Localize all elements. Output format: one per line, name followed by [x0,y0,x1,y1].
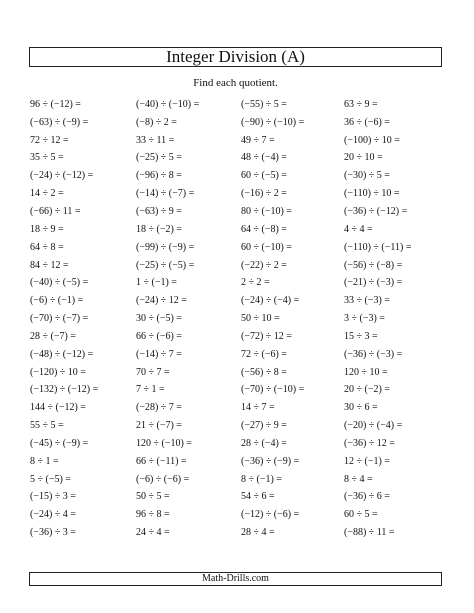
problem-item: (−24) ÷ 4 = [30,509,76,521]
problem-item: 64 ÷ 8 = [30,241,64,253]
problem-item: 66 ÷ (−6) = [136,330,182,342]
problem-item: 28 ÷ (−7) = [30,330,76,342]
problem-item: (−14) ÷ 7 = [136,348,182,360]
problem-item: (−40) ÷ (−10) = [136,98,200,110]
problem-item: 8 ÷ 1 = [30,455,59,467]
problem-item: 33 ÷ (−3) = [344,295,390,307]
problem-item: (−40) ÷ (−5) = [30,277,89,289]
problem-item: (−15) ÷ 3 = [30,491,76,503]
problem-item: 15 ÷ 3 = [344,330,378,342]
problem-item: 20 ÷ (−2) = [344,384,390,396]
problem-item: (−132) ÷ (−12) = [30,384,99,396]
problem-item: (−63) ÷ (−9) = [30,116,89,128]
problem-item: (−30) ÷ 5 = [344,170,390,182]
problem-item: 63 ÷ 9 = [344,98,378,110]
problem-item: 7 ÷ 1 = [136,384,165,396]
problem-item: 80 ÷ (−10) = [241,205,292,217]
problem-item: 72 ÷ (−6) = [241,348,287,360]
footer [29,572,442,586]
problem-item: (−25) ÷ 5 = [136,152,182,164]
problem-item: 120 ÷ 10 = [344,366,388,378]
problem-item: (−120) ÷ 10 = [30,366,86,378]
problem-item: (−36) ÷ (−3) = [344,348,403,360]
problem-item: (−48) ÷ (−12) = [30,348,94,360]
problem-item: 50 ÷ 5 = [136,491,170,503]
problem-item: 144 ÷ (−12) = [30,402,86,414]
problem-item: (−36) ÷ (−12) = [344,205,408,217]
problem-item: (−110) ÷ 10 = [344,188,400,200]
problem-item: 70 ÷ 7 = [136,366,170,378]
problem-item: 55 ÷ 5 = [30,420,64,432]
problem-item: (−36) ÷ 12 = [344,437,395,449]
problem-item: 24 ÷ 4 = [136,527,170,539]
problem-item: (−90) ÷ (−10) = [241,116,305,128]
problem-item: 8 ÷ (−1) = [241,473,282,485]
problem-item: 60 ÷ (−10) = [241,241,292,253]
problem-item: (−56) ÷ (−8) = [344,259,403,271]
problem-item: 96 ÷ (−12) = [30,98,81,110]
problem-item: 50 ÷ 10 = [241,313,280,325]
problem-item: 30 ÷ 6 = [344,402,378,414]
problem-item: (−56) ÷ 8 = [241,366,287,378]
problem-item: 4 ÷ 4 = [344,223,373,235]
problem-item: (−6) ÷ (−1) = [30,295,84,307]
problem-item: (−70) ÷ (−7) = [30,313,89,325]
problem-item: (−88) ÷ 11 = [344,527,395,539]
problem-item: (−8) ÷ 2 = [136,116,177,128]
problem-item: 14 ÷ 2 = [30,188,64,200]
problem-item: 120 ÷ (−10) = [136,437,192,449]
problem-item: (−55) ÷ 5 = [241,98,287,110]
problem-item: (−24) ÷ (−4) = [241,295,300,307]
problem-item: 64 ÷ (−8) = [241,223,287,235]
problem-item: (−96) ÷ 8 = [136,170,182,182]
problem-item: 1 ÷ (−1) = [136,277,177,289]
problem-item: (−25) ÷ (−5) = [136,259,195,271]
problem-item: 33 ÷ 11 = [136,134,175,146]
problem-item: 5 ÷ (−5) = [30,473,71,485]
problem-item: 3 ÷ (−3) = [344,313,385,325]
problem-item: (−45) ÷ (−9) = [30,437,89,449]
problem-item: (−24) ÷ (−12) = [30,170,94,182]
problem-item: (−72) ÷ 12 = [241,330,292,342]
problem-item: (−24) ÷ 12 = [136,295,187,307]
problem-item: 54 ÷ 6 = [241,491,275,503]
problem-item: (−27) ÷ 9 = [241,420,287,432]
problem-item: (−14) ÷ (−7) = [136,188,195,200]
problem-item: (−63) ÷ 9 = [136,205,182,217]
problem-item: (−21) ÷ (−3) = [344,277,403,289]
footer-text: Math-Drills.com [202,573,269,584]
problem-item: (−16) ÷ 2 = [241,188,287,200]
problem-item: 18 ÷ (−2) = [136,223,182,235]
problem-item: 2 ÷ 2 = [241,277,270,289]
problem-item: (−66) ÷ 11 = [30,205,81,217]
problems-grid [30,96,460,542]
worksheet-title-text: Integer Division (A) [166,47,305,66]
problem-item: (−100) ÷ 10 = [344,134,400,146]
instructions: Find each quotient. [193,77,278,89]
problem-item: 18 ÷ 9 = [30,223,64,235]
problem-item: 60 ÷ (−5) = [241,170,287,182]
problem-item: (−20) ÷ (−4) = [344,420,403,432]
problem-item: (−110) ÷ (−11) = [344,241,412,253]
problem-item: 66 ÷ (−11) = [136,455,187,467]
problem-item: 28 ÷ 4 = [241,527,275,539]
problem-item: 96 ÷ 8 = [136,509,170,521]
worksheet-title [29,47,442,67]
problem-item: 21 ÷ (−7) = [136,420,182,432]
problem-item: 20 ÷ 10 = [344,152,383,164]
problem-item: 48 ÷ (−4) = [241,152,287,164]
problem-item: 36 ÷ (−6) = [344,116,390,128]
problem-item: (−28) ÷ 7 = [136,402,182,414]
problem-item: (−36) ÷ 6 = [344,491,390,503]
problem-item: (−99) ÷ (−9) = [136,241,195,253]
problem-item: 72 ÷ 12 = [30,134,69,146]
problem-item: (−36) ÷ (−9) = [241,455,300,467]
problem-item: (−22) ÷ 2 = [241,259,287,271]
problem-item: 12 ÷ (−1) = [344,455,390,467]
problem-item: 60 ÷ 5 = [344,509,378,521]
problem-item: 49 ÷ 7 = [241,134,275,146]
problem-item: 8 ÷ 4 = [344,473,373,485]
problem-item: 14 ÷ 7 = [241,402,275,414]
problem-item: 30 ÷ (−5) = [136,313,182,325]
problem-item: (−12) ÷ (−6) = [241,509,300,521]
problem-item: 84 ÷ 12 = [30,259,69,271]
problem-item: (−36) ÷ 3 = [30,527,76,539]
problem-item: 28 ÷ (−4) = [241,437,287,449]
problem-item: 35 ÷ 5 = [30,152,64,164]
problem-item: (−70) ÷ (−10) = [241,384,305,396]
problem-item: (−6) ÷ (−6) = [136,473,190,485]
